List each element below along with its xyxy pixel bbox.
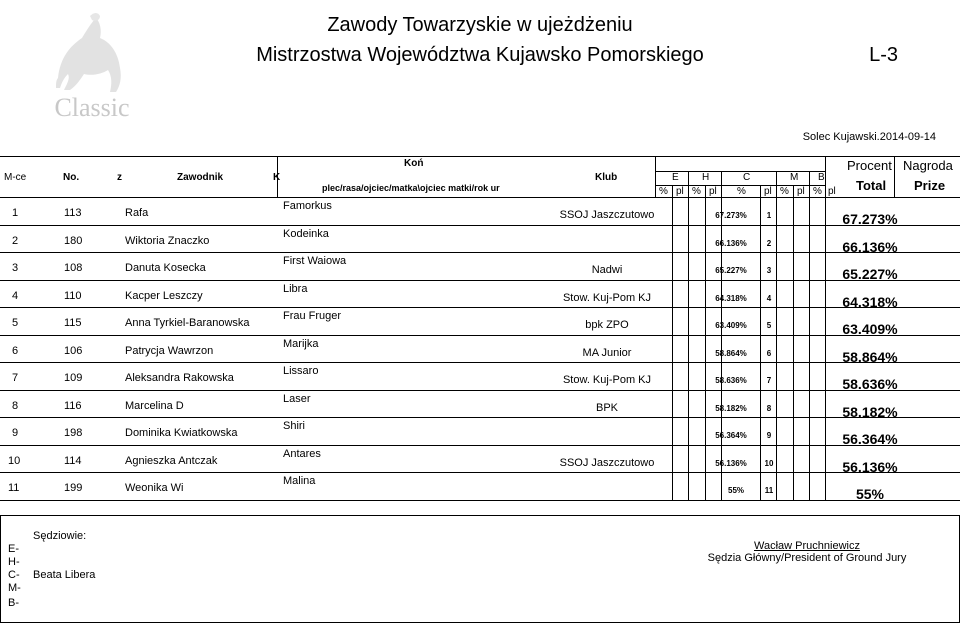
header-k: K [273, 172, 281, 183]
header-sub: % [692, 186, 701, 197]
header-rider: Zawodnik [177, 172, 224, 183]
row-horse: Laser [283, 393, 311, 405]
row-horse: Kodeinka [283, 228, 329, 240]
header-judge-h: H [702, 172, 710, 183]
row-rider: Anna Tyrkiel-Baranowska [125, 317, 250, 329]
row-rider: Kacper Leszczy [125, 289, 203, 302]
row-c-place: 4 [766, 293, 772, 303]
row-rider: Weonika Wi [125, 482, 184, 494]
row-number: 116 [64, 399, 82, 412]
row-place: 2 [12, 234, 19, 247]
place-date: Solec Kujawski.2014-09-14 [802, 131, 936, 143]
header-sub: pl [797, 186, 805, 197]
row-c-percent: 56.364% [715, 431, 747, 440]
row-rider: Dominika Kwiatkowska [125, 427, 238, 439]
row-total: 67.273% [842, 211, 898, 227]
row-c-percent: 58.636% [715, 376, 747, 385]
row-rider: Danuta Kosecka [125, 262, 206, 274]
row-number: 180 [64, 234, 83, 247]
row-c-percent: 64.318% [715, 293, 747, 303]
header-z: z [117, 172, 122, 183]
row-c-percent: 58.864% [715, 348, 747, 358]
header-total: Total [856, 178, 887, 193]
row-rider: Marcelina D [125, 399, 184, 412]
row-c-place: 1 [766, 211, 772, 220]
row-club: Nadwi [591, 264, 623, 276]
header-sub: % [737, 186, 746, 197]
row-c-percent: 56.136% [715, 458, 747, 468]
header-judge-c: C [743, 172, 751, 183]
judge-position-m: M- [8, 582, 21, 594]
row-c-place: 11 [764, 486, 774, 495]
row-c-percent: 65.227% [715, 266, 747, 275]
class-code: L-3 [869, 44, 898, 66]
header-sub: pl [676, 186, 684, 197]
row-club: BPK [595, 401, 618, 414]
row-c-place: 10 [764, 458, 774, 468]
row-total: 65.227% [842, 266, 898, 282]
header-award: Nagroda [903, 158, 953, 173]
president-block [704, 540, 910, 564]
row-total: 58.182% [842, 403, 898, 420]
row-place: 5 [12, 317, 19, 329]
row-total: 64.318% [842, 293, 898, 310]
row-c-place: 2 [766, 238, 772, 248]
row-club: Stow. Kuj-Pom KJ [562, 374, 652, 386]
row-c-percent: 67.273% [715, 211, 747, 220]
row-total: 58.636% [842, 376, 898, 392]
judge-c-name: Beata Libera [33, 569, 96, 581]
row-number: 109 [64, 372, 83, 384]
judges-title: Sędziowie: [33, 530, 87, 542]
row-horse: Marijka [283, 338, 319, 350]
row-horse: Frau Fruger [283, 310, 342, 322]
row-c-place: 6 [766, 348, 772, 358]
svg-text:Classic: Classic [54, 93, 130, 122]
header-judge-b: B [818, 172, 825, 183]
row-total: 58.864% [842, 348, 898, 365]
row-c-percent: 58.182% [715, 403, 747, 413]
row-c-place: 3 [766, 266, 772, 275]
row-c-percent: 66.136% [715, 238, 747, 248]
row-number: 115 [64, 317, 82, 329]
title-line-2: Mistrzostwa Województwa Kujawsko Pomorskiego [256, 44, 704, 66]
row-place: 11 [8, 482, 20, 494]
header-sub: % [813, 186, 822, 197]
row-place: 4 [12, 289, 19, 302]
row-number: 113 [64, 207, 82, 219]
header-judge-m: M [790, 172, 799, 183]
row-number: 108 [64, 262, 83, 274]
header-sub: pl [764, 186, 772, 197]
row-place: 8 [12, 399, 19, 412]
title-line-1: Zawody Towarzyskie w ujeżdżeniu [327, 14, 633, 36]
row-rider: Patrycja Wawrzon [125, 344, 214, 357]
judge-position-c: C- [8, 569, 20, 581]
row-number: 106 [64, 344, 83, 357]
row-c-place: 8 [766, 403, 772, 413]
row-place: 10 [8, 454, 21, 467]
row-c-percent: 55% [728, 486, 745, 495]
row-rider: Rafa [125, 207, 149, 219]
judge-position-b: B- [8, 597, 19, 609]
row-number: 198 [64, 427, 83, 439]
row-horse: Antares [283, 448, 321, 460]
row-total: 56.364% [842, 431, 898, 447]
header-percent: Procent [847, 158, 892, 173]
judge-position-h: H- [8, 556, 20, 568]
row-place: 7 [12, 372, 19, 384]
row-club: SSOJ Jaszczutowo [559, 456, 655, 469]
header-no: No. [63, 172, 80, 183]
row-place: 9 [12, 427, 19, 439]
row-horse: Famorkus [283, 200, 332, 212]
row-horse: Shiri [283, 420, 306, 432]
row-c-percent: 63.409% [715, 321, 747, 330]
judge-position-e: E- [8, 543, 19, 555]
row-total: 63.409% [842, 321, 898, 337]
row-club: MA Junior [582, 346, 632, 359]
row-c-place: 5 [766, 321, 772, 330]
row-number: 114 [64, 454, 82, 467]
header-horse: Koń [404, 158, 424, 169]
row-total: 55% [855, 486, 885, 502]
header-club: Klub [595, 172, 618, 183]
row-number: 110 [64, 289, 82, 302]
row-club: SSOJ Jaszczutowo [559, 209, 655, 221]
row-place: 6 [12, 344, 19, 357]
row-club: bpk ZPO [585, 319, 629, 331]
row-horse: Libra [283, 283, 308, 295]
row-total: 66.136% [842, 238, 898, 255]
header-sub: pl [709, 186, 717, 197]
row-club: Stow. Kuj-Pom KJ [562, 291, 652, 304]
header-prize: Prize [914, 178, 946, 193]
row-number: 199 [64, 482, 83, 494]
row-horse: Malina [283, 475, 316, 487]
row-place: 3 [12, 262, 19, 274]
row-rider: Wiktoria Znaczko [125, 234, 210, 247]
row-rider: Aleksandra Rakowska [125, 372, 234, 384]
header-sub: % [780, 186, 789, 197]
header-horse-sub: plec/rasa/ojciec/matka\ojciec matki/rok ur [322, 183, 500, 193]
row-place: 1 [12, 207, 19, 219]
row-total: 56.136% [842, 458, 898, 475]
header-judge-e: E [672, 172, 679, 183]
header-sub: pl [828, 186, 836, 197]
row-horse: First Waiowa [283, 255, 347, 267]
row-c-place: 7 [766, 376, 772, 385]
president-title: Sędzia Główny/President of Ground Jury [707, 552, 907, 564]
row-rider: Agnieszka Antczak [125, 454, 218, 467]
president-name: Wacław Pruchniewicz [754, 540, 860, 552]
header-place: M-ce [4, 172, 27, 183]
row-c-place: 9 [766, 431, 772, 440]
row-horse: Lissaro [283, 365, 319, 377]
header-sub: % [659, 186, 668, 197]
